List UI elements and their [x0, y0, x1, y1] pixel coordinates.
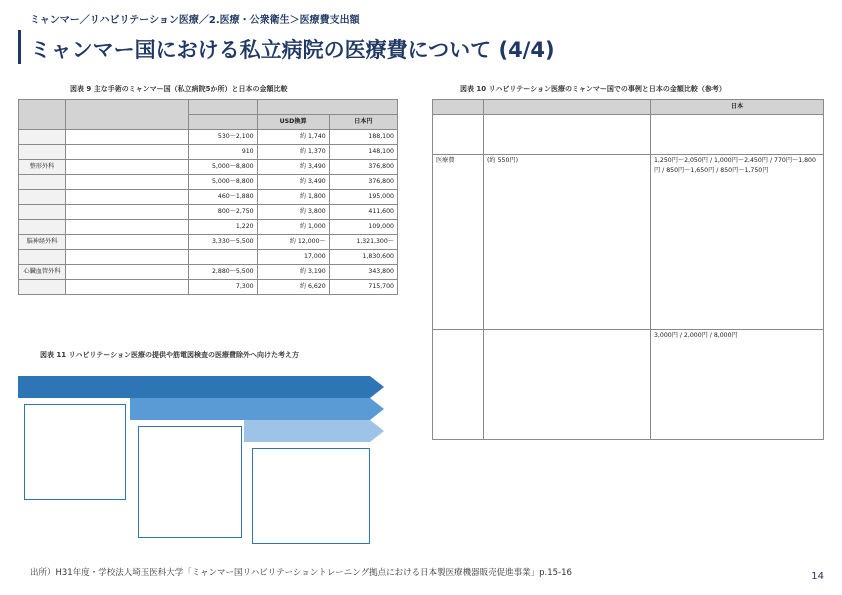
- fig10-header-item: [433, 100, 484, 115]
- table-row: [19, 265, 398, 280]
- fig9-cell-usd: 約 3,490: [257, 175, 329, 190]
- fig9-cell-yen: 148,100: [329, 145, 397, 160]
- fig9-cell-dept: [19, 130, 66, 145]
- title-accent-bar: [18, 30, 21, 64]
- table-row: [19, 130, 398, 145]
- fig11-arrow-3: [370, 420, 384, 442]
- fig9-cell-dept: [19, 190, 66, 205]
- fig10-row2-japan: 1,250円～2,050円 / 1,000円～2,450円 / 770円～1,800円 / 850円～1,650円 / 850円～1,750円: [651, 155, 824, 330]
- fig9-cell-proc: [65, 205, 188, 220]
- fig11-diagram: [18, 368, 398, 548]
- fig9-table: [18, 99, 398, 295]
- fig9-cell-yen: 411,600: [329, 205, 397, 220]
- fig9-cell-proc: [65, 130, 188, 145]
- fig9-cell-proc: [65, 220, 188, 235]
- fig10-header-japan: 日本: [651, 100, 824, 115]
- fig9-cell-mmk: 5,000～8,800: [189, 160, 257, 175]
- table-row: [19, 280, 398, 295]
- fig9-cell-proc: [65, 280, 188, 295]
- fig9-cell-dept: [19, 175, 66, 190]
- fig9-cell-yen: 188,100: [329, 130, 397, 145]
- fig9-cell-proc: [65, 250, 188, 265]
- table-row: [19, 250, 398, 265]
- fig9-header-procedure: [65, 100, 188, 130]
- fig9-header-dept: [19, 100, 66, 130]
- fig9-cell-yen: 195,000: [329, 190, 397, 205]
- fig9-cell-dept: [19, 220, 66, 235]
- table-row: [19, 190, 398, 205]
- fig9-cell-mmk: 2,880～5,500: [189, 265, 257, 280]
- table-row: [19, 235, 398, 250]
- fig9-cell-usd: 約 1,370: [257, 145, 329, 160]
- fig10-header-myanmar: [484, 100, 651, 115]
- fig9-header-myanmar: [189, 100, 257, 115]
- page-title: ミャンマー国における私立病院の医療費について (4/4): [30, 38, 555, 62]
- fig9-cell-proc: [65, 160, 188, 175]
- fig9-header-usd: USD換算: [257, 115, 329, 130]
- fig9-cell-mmk: 7,300: [189, 280, 257, 295]
- fig9-header-japan: [257, 100, 397, 115]
- fig9-cell-dept: [19, 205, 66, 220]
- fig9-header-yen: 日本円: [329, 115, 397, 130]
- fig10-row3-myanmar: [484, 330, 651, 440]
- fig10-row2-item: 医療費: [433, 155, 484, 330]
- fig9-cell-proc: [65, 145, 188, 160]
- fig9-cell-proc: [65, 265, 188, 280]
- fig9-cell-usd: 約 6,620: [257, 280, 329, 295]
- fig9-cell-usd: 約 12,000～: [257, 235, 329, 250]
- table-row: [433, 115, 824, 155]
- table-row: [433, 330, 824, 440]
- table-row: [19, 145, 398, 160]
- fig9-cell-mmk: 800～2,750: [189, 205, 257, 220]
- fig9-cell-yen: 109,000: [329, 220, 397, 235]
- fig11-arrow-2: [370, 398, 384, 420]
- fig9-cell-mmk: 1,220: [189, 220, 257, 235]
- fig10-row1-item: [433, 115, 484, 155]
- table-row: [19, 160, 398, 175]
- fig9-caption: 図表 9 主な手術のミャンマー国（私立病院5か所）と日本の金額比較: [70, 85, 288, 93]
- fig9-cell-mmk: 5,000～8,800: [189, 175, 257, 190]
- fig9-cell-proc: [65, 190, 188, 205]
- fig11-arrow-1: [370, 376, 384, 398]
- table-row: [19, 175, 398, 190]
- page-number: 14: [811, 571, 824, 582]
- fig10-row1-japan: [651, 115, 824, 155]
- fig10-caption: 図表 10 リハビリテーション医療のミャンマー国での事例と日本の金額比較（参考）: [460, 85, 726, 93]
- fig9-header-myanmar-sub: [189, 115, 257, 130]
- breadcrumb: ミャンマー／リハビリテーション医療／2.医療・公衆衛生＞医療費支出額: [30, 15, 360, 26]
- fig9-cell-dept: 脳神経外科: [19, 235, 66, 250]
- fig9-cell-yen: 715,700: [329, 280, 397, 295]
- fig10-table: [432, 99, 824, 440]
- fig9-cell-yen: 343,800: [329, 265, 397, 280]
- fig10-row3-item: [433, 330, 484, 440]
- fig9-cell-usd: 約 1,000: [257, 220, 329, 235]
- fig9-cell-proc: [65, 235, 188, 250]
- fig9-cell-yen: 1,830,600: [329, 250, 397, 265]
- fig9-cell-mmk: 460～1,880: [189, 190, 257, 205]
- fig10-row2-myanmar: (約 550円): [484, 155, 651, 330]
- fig9-cell-dept: 心臓血管外科: [19, 265, 66, 280]
- fig9-cell-usd: 約 3,800: [257, 205, 329, 220]
- source-note: 出所）H31年度・学校法人埼玉医科大学「ミャンマー国リハビリテーショントレーニング拠点における日本製医療機器販売促進事業」p.15-16: [30, 568, 572, 578]
- table-row: [433, 155, 824, 330]
- fig11-band-3: [244, 420, 370, 442]
- fig11-band-2: [130, 398, 370, 420]
- fig11-box-2: [138, 426, 242, 538]
- fig9-cell-usd: 約 1,800: [257, 190, 329, 205]
- fig9-body: [19, 130, 398, 295]
- fig9-cell-yen: 376,800: [329, 160, 397, 175]
- fig9-cell-usd: 約 3,190: [257, 265, 329, 280]
- fig9-cell-mmk: 3,330～5,500: [189, 235, 257, 250]
- fig9-cell-usd: 17,000: [257, 250, 329, 265]
- fig9-cell-mmk: 530～2,100: [189, 130, 257, 145]
- fig11-band-1: [18, 376, 370, 398]
- fig10-row3-japan: 3,000円 / 2,000円 / 8,000円: [651, 330, 824, 440]
- table-row: [19, 220, 398, 235]
- fig9-cell-mmk: [189, 250, 257, 265]
- fig9-cell-usd: 約 1,740: [257, 130, 329, 145]
- fig9-cell-yen: 1,321,300～: [329, 235, 397, 250]
- fig9-cell-usd: 約 3,490: [257, 160, 329, 175]
- fig9-cell-dept: [19, 145, 66, 160]
- fig9-cell-dept: [19, 280, 66, 295]
- fig10-row1-myanmar: [484, 115, 651, 155]
- fig9-cell-proc: [65, 175, 188, 190]
- fig11-caption: 図表 11 リハビリテーション医療の提供や筋電図検査の医療費除外へ向けた考え方: [40, 351, 299, 359]
- fig9-cell-dept: [19, 250, 66, 265]
- fig9-cell-yen: 376,800: [329, 175, 397, 190]
- fig11-box-1: [24, 404, 126, 500]
- fig9-cell-dept: 整形外科: [19, 160, 66, 175]
- table-row: [19, 205, 398, 220]
- fig9-cell-mmk: 910: [189, 145, 257, 160]
- fig11-box-3: [252, 448, 370, 544]
